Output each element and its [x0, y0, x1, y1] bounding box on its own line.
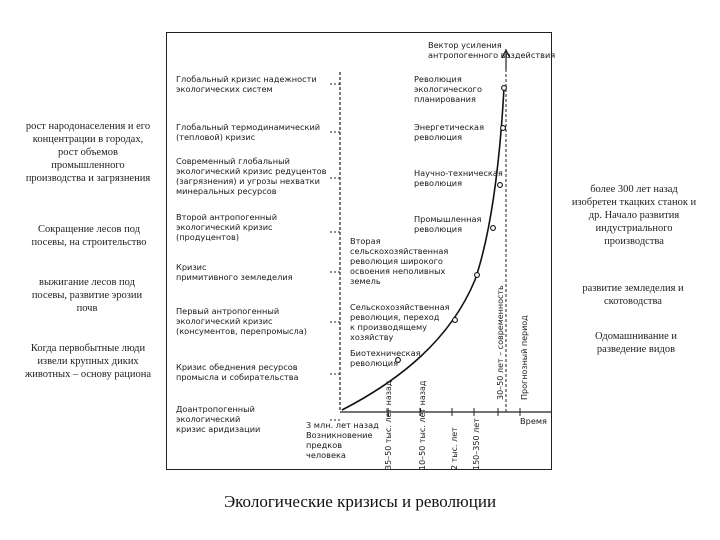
time-start-label [306, 420, 379, 460]
crisis-label-line: (консументов, перепромысла) [176, 326, 307, 336]
time-tick-label: Прогнозный период [520, 315, 529, 400]
revolution-label-line: революция [414, 178, 463, 188]
revolution-label [414, 214, 481, 234]
revolution-label-line: революция [414, 224, 463, 234]
revolution-label-line: экологического [414, 84, 482, 94]
crisis-label-line: Глобальный кризис надежности [176, 74, 317, 84]
crisis-label-line: примитивного земледелия [176, 272, 293, 282]
revolution-label [414, 168, 503, 188]
crisis-label-line: Кризис [176, 262, 207, 272]
revolution-label-line: революция, переход [350, 312, 440, 322]
left-note-forests: Сокращение лесов под посевы, на строительство [31, 224, 147, 248]
revolution-point [453, 318, 458, 323]
time-start-label-line: предков [306, 440, 343, 450]
revolution-label-line: Сельскохозяйственная [350, 302, 450, 312]
crisis-label-line: Глобальный термодинамический [176, 122, 321, 132]
revolution-point [475, 273, 480, 278]
crisis-label-line: кризис аридизации [176, 424, 261, 434]
revolution-label-line: Революция [414, 74, 462, 84]
crisis-label [176, 74, 317, 94]
vector-label-line: Вектор усиления [428, 40, 502, 50]
crisis-label-line: экологический кризис [176, 316, 273, 326]
revolution-label-line: Вторая [350, 236, 381, 246]
crisis-label [176, 306, 307, 336]
crisis-label [176, 404, 260, 434]
revolution-label [414, 122, 484, 142]
revolution-label-line: освоения неполивных [350, 266, 446, 276]
diagram-caption: Экологические кризисы и революции [223, 492, 497, 511]
time-axis-label: Время [520, 416, 547, 426]
crisis-label [176, 262, 293, 282]
vector-label-line: антропогенного воздействия [428, 50, 556, 60]
revolution-label-line: Промышленная [414, 214, 482, 224]
left-note-population: рост народонаселения и его концентрации в городах, рост объемов промышленного производства и загрязнения [25, 121, 151, 184]
right-note-agriculture: развитие земледелия и скотоводства [582, 283, 684, 307]
crisis-label [176, 156, 326, 196]
crisis-label-line: Первый антропогенный [176, 306, 280, 316]
right-note-domestication: Одомашнивание и разведение видов [594, 331, 678, 355]
time-start-label-line: 3 млн. лет назад [306, 420, 379, 430]
time-start-label-line: Возникновение [306, 430, 373, 440]
revolution-label-line: Энергетическая [414, 122, 484, 132]
revolution-label [350, 236, 448, 286]
crisis-label-line: (загрязнения) и угрозы нехватки [176, 176, 320, 186]
revolution-label-line: хозяйству [350, 332, 394, 342]
time-start-label-line: человека [306, 450, 346, 460]
crisis-label [176, 122, 320, 142]
revolution-label [350, 348, 421, 368]
time-tick-label: 150–350 лет [472, 418, 481, 470]
left-note-burning: выжигание лесов под посевы, развитие эрозии почв [31, 277, 143, 314]
left-note-hunting: Когда первобытные люди извели крупных диких животных – основу рациона [24, 343, 152, 380]
time-tick-label: 10–50 тыс. лет назад [418, 380, 427, 470]
revolution-label-line: революция [414, 132, 463, 142]
revolution-label-line: к производящему [350, 322, 427, 332]
revolution-label [414, 74, 482, 104]
crisis-label-line: минеральных ресурсов [176, 186, 277, 196]
crisis-label-line: Современный глобальный [176, 156, 290, 166]
time-tick-label: 35–50 тыс. лет назад [384, 380, 393, 470]
revolution-label-line: революция [350, 358, 399, 368]
crisis-label [176, 362, 299, 382]
crisis-label-line: Доантропогенный [176, 404, 255, 414]
revolution-label-line: революция широкого [350, 256, 443, 266]
time-tick-label: 30–50 лет – современность [496, 285, 505, 400]
revolution-point [501, 126, 506, 131]
crisis-label-line: экологический кризис [176, 222, 273, 232]
vector-label [428, 40, 555, 60]
crisis-label-line: Второй антропогенный [176, 212, 278, 222]
time-tick-label: 2 тыс. лет [450, 427, 459, 470]
revolution-label [350, 302, 450, 342]
revolution-label-line: Научно-техническая [414, 168, 503, 178]
revolution-point [502, 86, 507, 91]
revolution-label-line: сельскохозяйственная [350, 246, 449, 256]
revolution-label-line: земель [350, 276, 381, 286]
crisis-label-line: экологический кризис редуцентов [176, 166, 327, 176]
crisis-label-line: (тепловой) кризис [176, 132, 256, 142]
revolution-label-line: Биотехническая [350, 348, 421, 358]
revolution-point [491, 226, 496, 231]
crisis-label-line: Кризис обеднения ресурсов [176, 362, 298, 372]
crisis-label-line: экологический [176, 414, 241, 424]
right-note-industry: более 300 лет назад изобретен ткацких станок и др. Начало развития индустриального производства [571, 184, 697, 247]
crisis-label-line: (продуцентов) [176, 232, 240, 242]
crisis-label-line: экологических систем [176, 84, 273, 94]
crisis-label-line: промысла и собирательства [176, 372, 299, 382]
revolution-label-line: планирования [414, 94, 476, 104]
crisis-label [176, 212, 277, 242]
